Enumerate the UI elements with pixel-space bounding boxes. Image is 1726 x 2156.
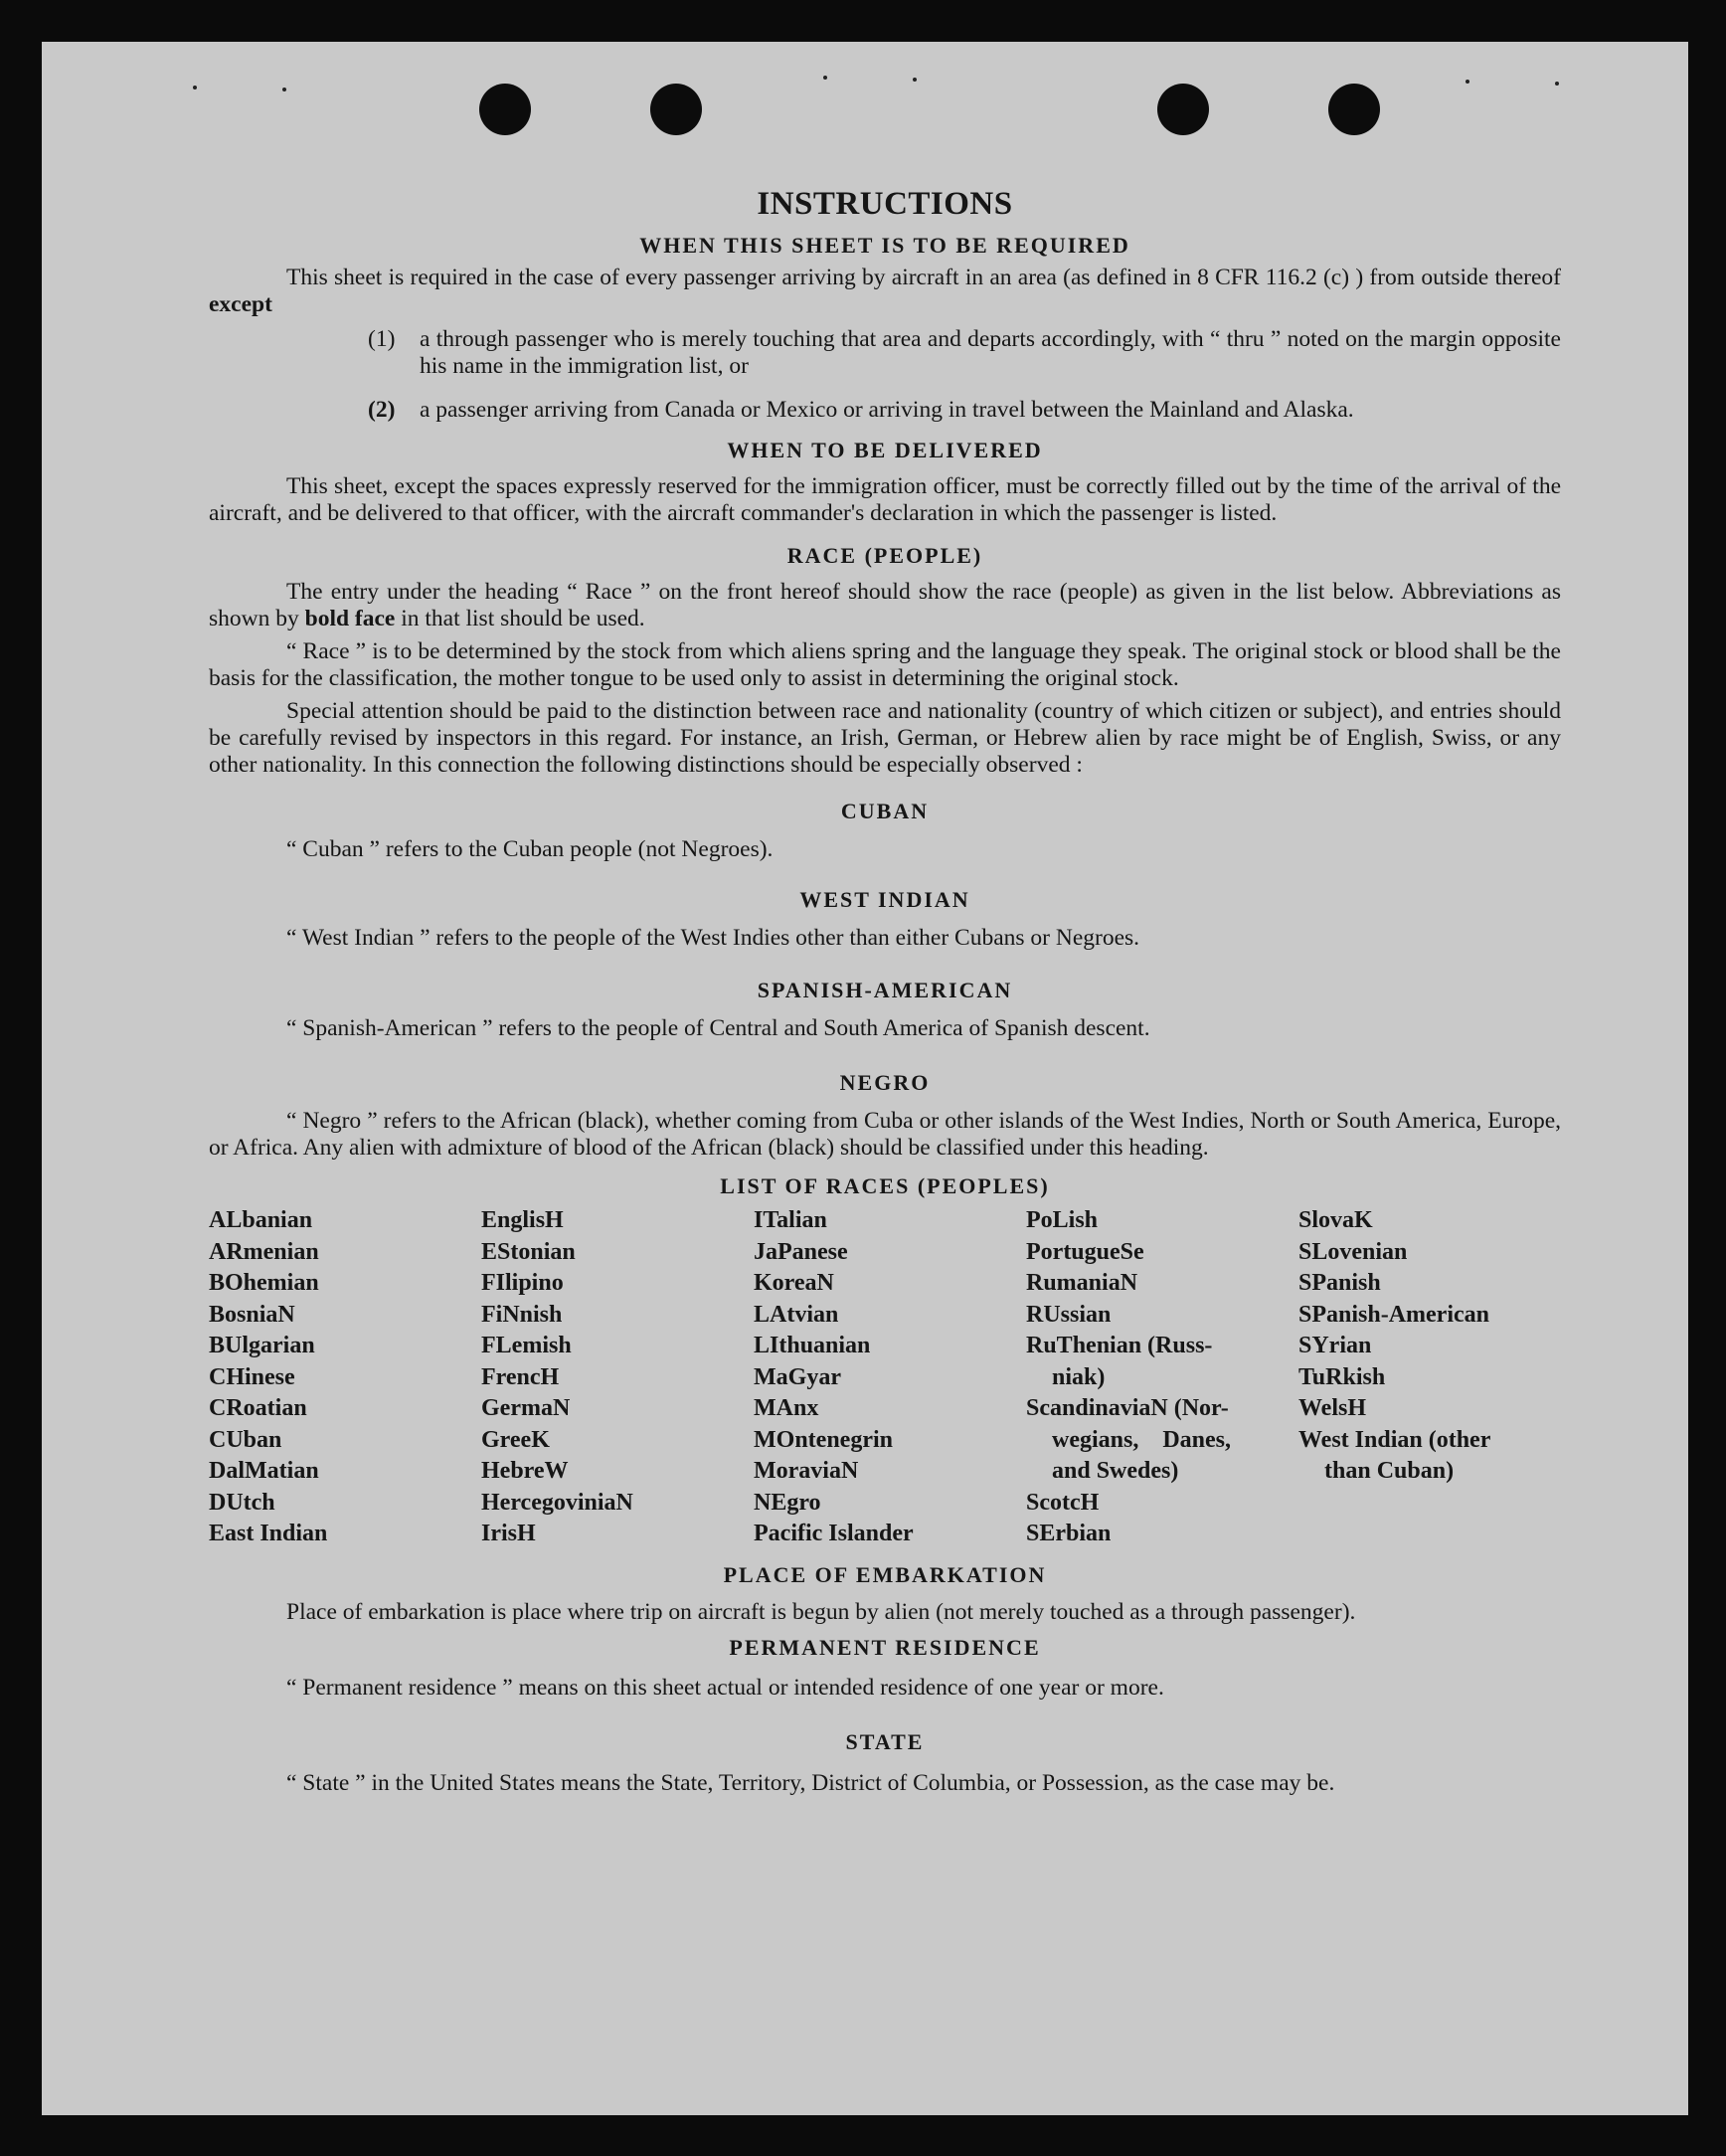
speck: [823, 76, 827, 80]
negro-text: “ Negro ” refers to the African (black), whether coming from Cuba or other islands of the West Indies, North or South America, Europe, or Africa. Any alien with admixture of blood of the African (black) should be classified under this heading.: [209, 1108, 1561, 1161]
race-item: MoraviaN: [754, 1458, 859, 1484]
embarkation-text: Place of embarkation is place where trip on aircraft is begun by alien (not merely touched as a through passenger).: [286, 1598, 1356, 1625]
race-item: LIthuanian: [754, 1333, 871, 1358]
race-item: RUssian: [1026, 1301, 1112, 1328]
section-heading-west-indian: WEST INDIAN: [799, 887, 970, 912]
race-item: ITalian: [754, 1207, 827, 1233]
race-item: ALbanian: [209, 1207, 313, 1233]
section-heading-state: STATE: [845, 1728, 925, 1754]
race-item: than Cuban): [1324, 1458, 1455, 1484]
race-item: FiNnish: [481, 1301, 563, 1328]
state-text: “ State ” in the United States means the State, Territory, District of Columbia, or Possession, as the case may be.: [286, 1769, 1335, 1796]
speck: [1466, 80, 1469, 84]
race-item: WelsH: [1298, 1395, 1367, 1421]
residence-text: “ Permanent residence ” means on this sheet actual or intended residence of one year or more.: [286, 1674, 1164, 1701]
speck: [1555, 82, 1559, 86]
race-item: BosniaN: [209, 1301, 295, 1328]
race-item: ScandinaviaN (Nor-: [1026, 1395, 1229, 1421]
race-item: IrisH: [481, 1521, 536, 1546]
race-item: MOntenegrin: [754, 1426, 893, 1453]
race-item: and Swedes): [1052, 1458, 1179, 1484]
race-item: FIlipino: [481, 1270, 564, 1296]
race-item: CHinese: [209, 1363, 295, 1390]
race-item: HercegoviniaN: [481, 1489, 633, 1516]
section-heading-embarkation: PLACE OF EMBARKATION: [723, 1561, 1047, 1587]
instructions-body: [209, 186, 1561, 1800]
race-paragraph-3: Special attention should be paid to the distinction between race and nationality (country of which citizen or subject), and entries should be carefully revised by inspectors in this regard. For instance, an Irish, German, or Hebrew alien by race might be of English, Swiss, or any other nationality. In this connection the following distinctions should be especially observed :: [209, 698, 1561, 778]
punch-hole: [650, 84, 702, 135]
race-column-1: [209, 1205, 481, 1550]
race-item: EStonian: [481, 1238, 576, 1265]
race-item: GreeK: [481, 1426, 550, 1453]
race-item: PoLish: [1026, 1207, 1099, 1233]
race-item: PortugueSe: [1026, 1238, 1144, 1265]
race-item: DalMatian: [209, 1458, 319, 1484]
required-intro: This sheet is required in the case of every passenger arriving by aircraft in an area (as defined in 8 CFR 116.2 (c) ) from outside thereof except: [209, 265, 1561, 317]
speck: [913, 78, 917, 82]
race-item: MaGyar: [754, 1363, 841, 1390]
race-paragraph-1: The entry under the heading “ Race ” on the front hereof should show the race (people) as given in the list below. Abbreviations as shown by bold face in that list should be used.: [209, 579, 1561, 631]
race-item: DUtch: [209, 1489, 275, 1516]
race-item: KoreaN: [754, 1270, 834, 1296]
section-heading-delivered: WHEN TO BE DELIVERED: [727, 438, 1043, 462]
spanish-american-text: “ Spanish-American ” refers to the people of Central and South America of Spanish descent.: [286, 1015, 1150, 1041]
race-item: ScotcH: [1026, 1489, 1100, 1516]
race-item: SYrian: [1298, 1333, 1372, 1358]
race-item: MAnx: [754, 1395, 819, 1421]
punch-hole: [1157, 84, 1209, 135]
page-title: INSTRUCTIONS: [757, 186, 1013, 222]
exception-item: (1) a through passenger who is merely touching that area and departs accordingly, with “ thru ” noted on the margin opposite his name in the immigration list, or: [368, 326, 1561, 379]
document-sheet: [42, 42, 1688, 2115]
race-item: SPanish: [1298, 1270, 1381, 1296]
delivered-text: This sheet, except the spaces expressly reserved for the immigration officer, must be correctly filled out by the time of the arrival of the aircraft, and be delivered to that officer, with the aircraft commander's declaration in which the passenger is listed.: [209, 473, 1561, 526]
race-item: BUlgarian: [209, 1333, 315, 1358]
section-heading-negro: NEGRO: [839, 1070, 931, 1095]
race-item: FrencH: [481, 1363, 560, 1390]
race-item: wegians, Danes,: [1052, 1426, 1232, 1453]
race-item: RuThenian (Russ-: [1026, 1333, 1213, 1358]
race-item: SPanish-American: [1298, 1301, 1489, 1328]
race-item: West Indian (other: [1298, 1426, 1491, 1453]
section-heading-cuban: CUBAN: [840, 799, 930, 823]
race-column-5: [1298, 1205, 1561, 1550]
race-item: niak): [1052, 1363, 1106, 1390]
race-item: Pacific Islander: [754, 1521, 914, 1546]
race-item: BOhemian: [209, 1270, 319, 1296]
race-column-3: [754, 1205, 1026, 1550]
race-item: SErbian: [1026, 1521, 1112, 1546]
race-list: [209, 1205, 1561, 1550]
speck: [282, 88, 286, 91]
race-item: EnglisH: [481, 1207, 564, 1233]
west-indian-text: “ West Indian ” refers to the people of the West Indies other than either Cubans or Negroes.: [286, 925, 1140, 951]
race-item: NEgro: [754, 1489, 821, 1516]
race-column-2: [481, 1205, 754, 1550]
section-heading-residence: PERMANENT RESIDENCE: [729, 1634, 1041, 1660]
race-item: CUban: [209, 1426, 282, 1453]
race-item: ARmenian: [209, 1238, 319, 1265]
race-column-4: [1026, 1205, 1298, 1550]
exception-item: (2) a passenger arriving from Canada or Mexico or arriving in travel between the Mainland and Alaska.: [368, 397, 1354, 423]
race-item: HebreW: [481, 1458, 569, 1484]
punch-hole: [479, 84, 531, 135]
punch-hole: [1328, 84, 1380, 135]
race-item: East Indian: [209, 1521, 328, 1546]
cuban-text: “ Cuban ” refers to the Cuban people (not Negroes).: [286, 836, 774, 862]
race-item: SLovenian: [1298, 1238, 1408, 1265]
race-item: GermaN: [481, 1395, 571, 1421]
section-heading-race: RACE (PEOPLE): [786, 543, 983, 568]
race-item: LAtvian: [754, 1301, 839, 1328]
race-item: SlovaK: [1298, 1207, 1373, 1233]
section-heading-required: WHEN THIS SHEET IS TO BE REQUIRED: [639, 233, 1130, 258]
race-item: RumaniaN: [1026, 1270, 1138, 1296]
race-item: TuRkish: [1298, 1363, 1386, 1390]
speck: [193, 86, 197, 90]
section-heading-races: LIST OF RACES (PEOPLES): [720, 1173, 1050, 1198]
race-item: JaPanese: [754, 1238, 848, 1265]
race-item: CRoatian: [209, 1395, 307, 1421]
section-heading-spanish-american: SPANISH-AMERICAN: [757, 978, 1013, 1002]
race-item: FLemish: [481, 1333, 572, 1358]
race-paragraph-2: “ Race ” is to be determined by the stock from which aliens spring and the language they speak. The original stock or blood shall be the basis for the classification, the mother tongue to be used only to assist in determining the original stock.: [209, 638, 1561, 691]
